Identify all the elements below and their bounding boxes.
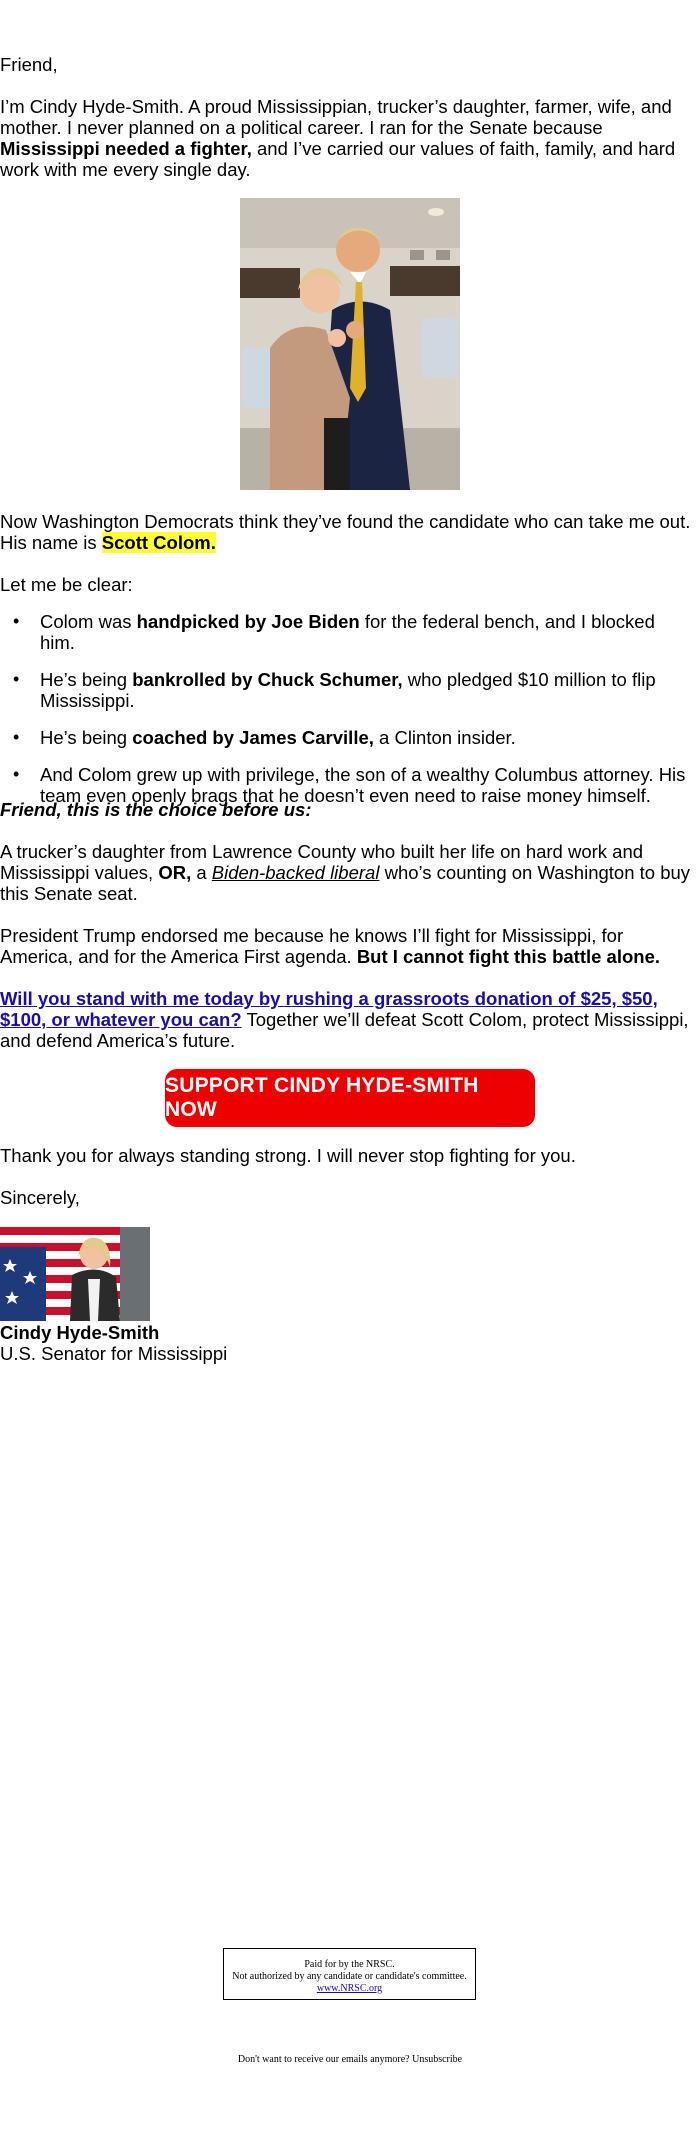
- bullet-text: a Clinton insider.: [373, 727, 516, 748]
- bullet-text: Colom was: [40, 611, 137, 632]
- signature-name: Cindy Hyde-Smith: [0, 1322, 160, 1343]
- ask-text: Together we’ll defeat Scott Colom, protect Mississippi, and defend America’s future.: [0, 1009, 689, 1051]
- endorse-text: President Trump endorsed me because he knows I’ll fight for Mississippi, for America, and for the America First agenda.: [0, 925, 624, 967]
- bullet-list: [0, 611, 692, 806]
- donation-link[interactable]: Will you stand with me today by rushing a grassroots donation of $25, $50, $100, or whatever you can?: [0, 988, 658, 1030]
- signature-photo: [0, 1227, 150, 1321]
- ask-paragraph: [0, 988, 692, 1051]
- bullet-text: He’s being: [40, 727, 133, 748]
- endorse-paragraph: [0, 925, 692, 967]
- contrast-or: OR,: [158, 862, 192, 883]
- intro-bold: Mississippi needed a fighter,: [0, 138, 252, 159]
- bullet-item: [0, 611, 692, 653]
- signature-title: U.S. Senator for Mississippi: [0, 1343, 228, 1364]
- bullet-item: [0, 669, 692, 711]
- campaign-photo: [240, 198, 460, 490]
- signoff-text: Sincerely,: [0, 1187, 80, 1208]
- contrast-text: a: [191, 862, 212, 883]
- contrast-text: who’s counting on Washington to buy this Senate seat.: [0, 862, 691, 904]
- nrsc-link[interactable]: www.NRSC.org: [316, 1983, 383, 1994]
- bullet-text: He’s being: [40, 669, 133, 690]
- disclaimer-line: Paid for by the NRSC.: [304, 1959, 395, 1970]
- flag-portrait-icon: [0, 1227, 150, 1321]
- support-button[interactable]: SUPPORT CINDY HYDE-SMITH NOW: [165, 1069, 535, 1127]
- disclaimer-box: [223, 1948, 476, 2000]
- intro-text-2: and I’ve carried our values of faith, family, and hard work with me every single day.: [0, 138, 676, 180]
- intro-paragraph: [0, 96, 692, 180]
- bullet-text: And Colom grew up with privilege, the son of a wealthy Columbus attorney. His team even openly brags that he doesn’t even need to raise money himself.: [40, 764, 686, 806]
- contrast-text: A trucker’s daughter from Lawrence County who built her life on hard work and Mississippi values,: [0, 841, 644, 883]
- opponent-text: Now Washington Democrats think they’ve found the candidate who can take me out. His name is: [0, 511, 691, 553]
- bullet-item: [0, 727, 692, 748]
- bullet-text: for the federal bench, and I blocked him.: [40, 611, 655, 653]
- disclaimer-line: Not authorized by any candidate or candidate's committee.: [232, 1971, 467, 1982]
- opponent-name-highlight: Scott Colom.: [101, 532, 216, 553]
- bullet-bold: bankrolled by Chuck Schumer,: [132, 669, 403, 690]
- thanks-text: Thank you for always standing strong. I will never stop fighting for you.: [0, 1145, 576, 1166]
- greeting: Friend,: [0, 54, 58, 75]
- choice-heading: Friend, this is the choice before us:: [0, 799, 312, 820]
- bullet-bold: coached by James Carville,: [132, 727, 374, 748]
- bullet-bold: handpicked by Joe Biden: [136, 611, 360, 632]
- let-me-be-clear: Let me be clear:: [0, 574, 133, 595]
- contrast-paragraph: [0, 841, 692, 904]
- bullet-text: who pledged $10 million to flip Mississippi.: [40, 669, 656, 711]
- photo-image-icon: [240, 198, 460, 490]
- opponent-paragraph: [0, 511, 692, 553]
- endorse-bold: But I cannot fight this battle alone.: [356, 946, 661, 967]
- intro-text-1: I’m Cindy Hyde-Smith. A proud Mississippian, trucker’s daughter, farmer, wife, and mother. I never planned on a political career. I ran for the Senate because: [0, 96, 672, 138]
- unsubscribe-text[interactable]: Don't want to receive our emails anymore? Unsubscribe: [237, 2054, 463, 2065]
- contrast-italic: Biden-backed liberal: [211, 862, 380, 883]
